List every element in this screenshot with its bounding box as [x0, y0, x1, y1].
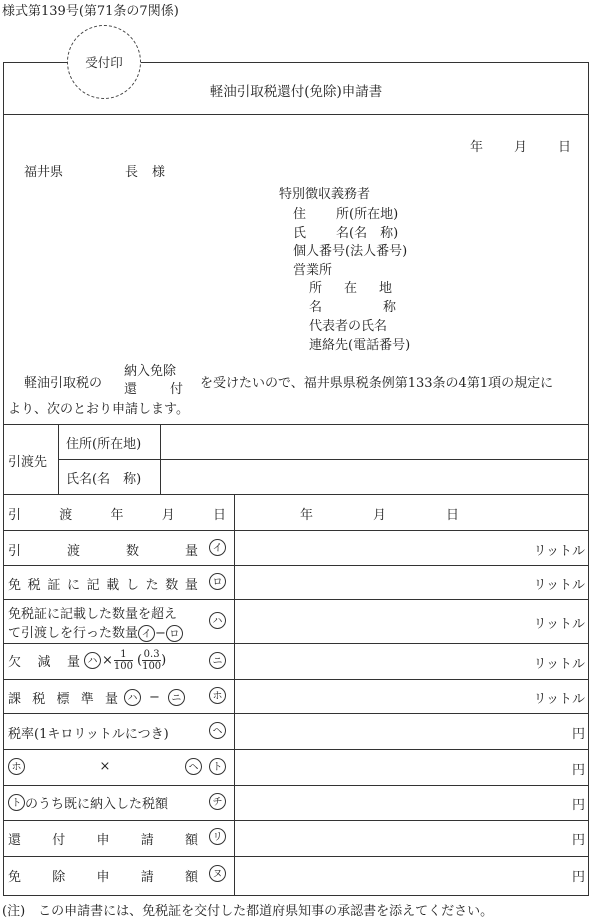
mark-ha-icon: ハ — [209, 612, 226, 629]
delivery-date-year: 年 — [300, 508, 314, 523]
excess-qty-line2: て引渡しを行った数量 — [8, 626, 139, 641]
transferee-name-field[interactable] — [162, 462, 586, 492]
applicant-name-a: 氏 — [293, 226, 307, 241]
minus-sign: − — [149, 690, 160, 705]
applicant-name-b: 名(名 称) — [336, 226, 399, 241]
transferee-label: 引渡先 — [8, 455, 48, 470]
excess-qty-unit: リットル — [533, 617, 585, 632]
mark-ho-icon: ホ — [209, 687, 226, 704]
addressee-prefecture: 福井県 — [24, 165, 64, 180]
delivery-date-day: 日 — [446, 508, 460, 523]
office-location-a: 所 — [309, 281, 323, 296]
transferee-address-label: 住所(所在地) — [66, 437, 142, 452]
mark-ha-icon: ハ — [124, 689, 141, 706]
office-name-a: 名 — [309, 300, 323, 315]
date-day: 日 — [558, 140, 572, 155]
shrinkage-label: 欠 減 量 ハ × $\frac{1}{100}$ ( $\frac{0.3}{100}$ ) — [8, 649, 167, 672]
statement-line2: より、次のとおり申請します。 — [8, 402, 189, 417]
transferee-name-label: 氏名(名 称) — [66, 472, 142, 487]
mark-to-icon: ト — [8, 794, 25, 811]
times-sign: × — [99, 759, 111, 774]
date-year: 年 — [470, 140, 484, 155]
contact-label: 連絡先(電話番号) — [309, 338, 411, 353]
certificate-qty-unit: リットル — [533, 578, 585, 593]
row-line — [3, 643, 589, 644]
delivery-date-label: 引 渡 年 月 日 — [8, 508, 226, 523]
excess-qty-line2-wrap — [8, 622, 183, 642]
transferee-col-line — [58, 424, 59, 494]
mark-nu-icon: ヌ — [209, 865, 226, 882]
office-location-b: 在 — [344, 281, 358, 296]
transferee-address-field[interactable] — [162, 427, 586, 457]
mark-ho-icon: ホ — [8, 758, 25, 775]
applicant-address-b: 所(所在地) — [336, 207, 399, 222]
already-paid-unit: 円 — [571, 798, 585, 813]
mark-ro-icon: ロ — [166, 625, 183, 642]
applicant-id-number: 個人番号(法人番号) — [293, 244, 408, 259]
row-line — [3, 599, 589, 600]
statement-option-refund-a: 還 — [124, 382, 138, 397]
row-line — [3, 749, 589, 750]
refund-amount-label: 還 付 申 請 額 — [8, 833, 198, 848]
excess-qty-line1: 免税証に記載した数量を超え — [8, 607, 178, 622]
delivered-qty-unit: リットル — [533, 544, 585, 559]
statement-option-exemption: 納入免除 — [124, 364, 177, 379]
exemption-amount-label: 免 除 申 請 額 — [8, 870, 198, 885]
representative-label: 代表者の氏名 — [309, 319, 388, 334]
row-line — [3, 530, 589, 531]
mark-he-icon: ヘ — [209, 722, 226, 739]
refund-amount-unit: 円 — [571, 833, 585, 848]
fraction-rate: $\frac{0.3}{100}$ — [142, 649, 162, 672]
statement-tail: を受けたいので、福井県県税条例第133条の4第1項の規定に — [200, 376, 554, 391]
mark-ni-icon: ニ — [168, 689, 185, 706]
row-line — [3, 679, 589, 680]
times-sign: × — [102, 653, 113, 668]
mark-ha-icon: ハ — [84, 652, 101, 669]
mark-to-icon: ト — [209, 758, 226, 775]
mark-ri-icon: リ — [209, 828, 226, 845]
delivery-date-month: 月 — [373, 508, 387, 523]
statement-divider — [3, 424, 589, 425]
row-line — [3, 856, 589, 857]
date-month: 月 — [514, 140, 528, 155]
value-column-line — [234, 494, 235, 896]
tax-amount-formula — [8, 758, 202, 775]
mark-i-icon: イ — [138, 625, 155, 642]
mark-i-icon: イ — [209, 539, 226, 556]
row-line — [3, 820, 589, 821]
tax-base-unit: リットル — [533, 692, 585, 707]
stamp-label: 受付印 — [85, 55, 123, 70]
tax-amount-unit: 円 — [571, 763, 585, 778]
title-divider — [3, 114, 589, 115]
tax-rate-unit: 円 — [571, 727, 585, 742]
mark-chi-icon: チ — [209, 793, 226, 810]
fraction-one-hundredth: $\frac{1}{100}$ — [113, 649, 133, 672]
office-location-c: 地 — [379, 281, 393, 296]
addressee-honorific: 様 — [152, 165, 166, 180]
footnote: (注) この申請書には、免税証を交付した都道府県知事の承認書を添えてください。 — [2, 904, 494, 919]
mark-he-icon: ヘ — [185, 758, 202, 775]
tax-base-label: 課 税 標 準 量 ハ − ニ — [8, 688, 185, 707]
delivered-qty-label: 引 渡 数 量 — [8, 544, 198, 559]
addressee-title: 長 — [125, 165, 139, 180]
statement-lead: 軽油引取税の — [24, 376, 103, 391]
transferee-divider — [58, 459, 589, 460]
applicant-heading: 特別徴収義務者 — [279, 187, 371, 202]
shrinkage-unit: リットル — [533, 657, 585, 672]
row-line — [3, 565, 589, 566]
row-line — [3, 785, 589, 786]
form-title: 軽油引取税還付(免除)申請書 — [209, 84, 383, 100]
office-name-b: 称 — [383, 300, 397, 315]
certificate-qty-label: 免 税 証 に 記 載 し た 数 量 — [8, 578, 198, 593]
exemption-amount-unit: 円 — [571, 870, 585, 885]
mark-ni-icon: ニ — [209, 652, 226, 669]
tax-rate-label: 税率(1キロリットルにつき) — [8, 727, 169, 742]
mark-ro-icon: ロ — [209, 573, 226, 590]
table-top — [3, 494, 589, 495]
applicant-office: 営業所 — [293, 263, 333, 278]
already-paid-label — [8, 793, 168, 812]
form-number: 様式第139号(第71条の7関係) — [2, 4, 179, 19]
already-paid-text: のうち既に納入した税額 — [25, 797, 169, 812]
transferee-value-line — [160, 424, 161, 494]
row-line — [3, 713, 589, 714]
applicant-address-a: 住 — [293, 207, 307, 222]
statement-option-refund-b: 付 — [170, 382, 184, 397]
minus-sign: − — [155, 626, 166, 641]
